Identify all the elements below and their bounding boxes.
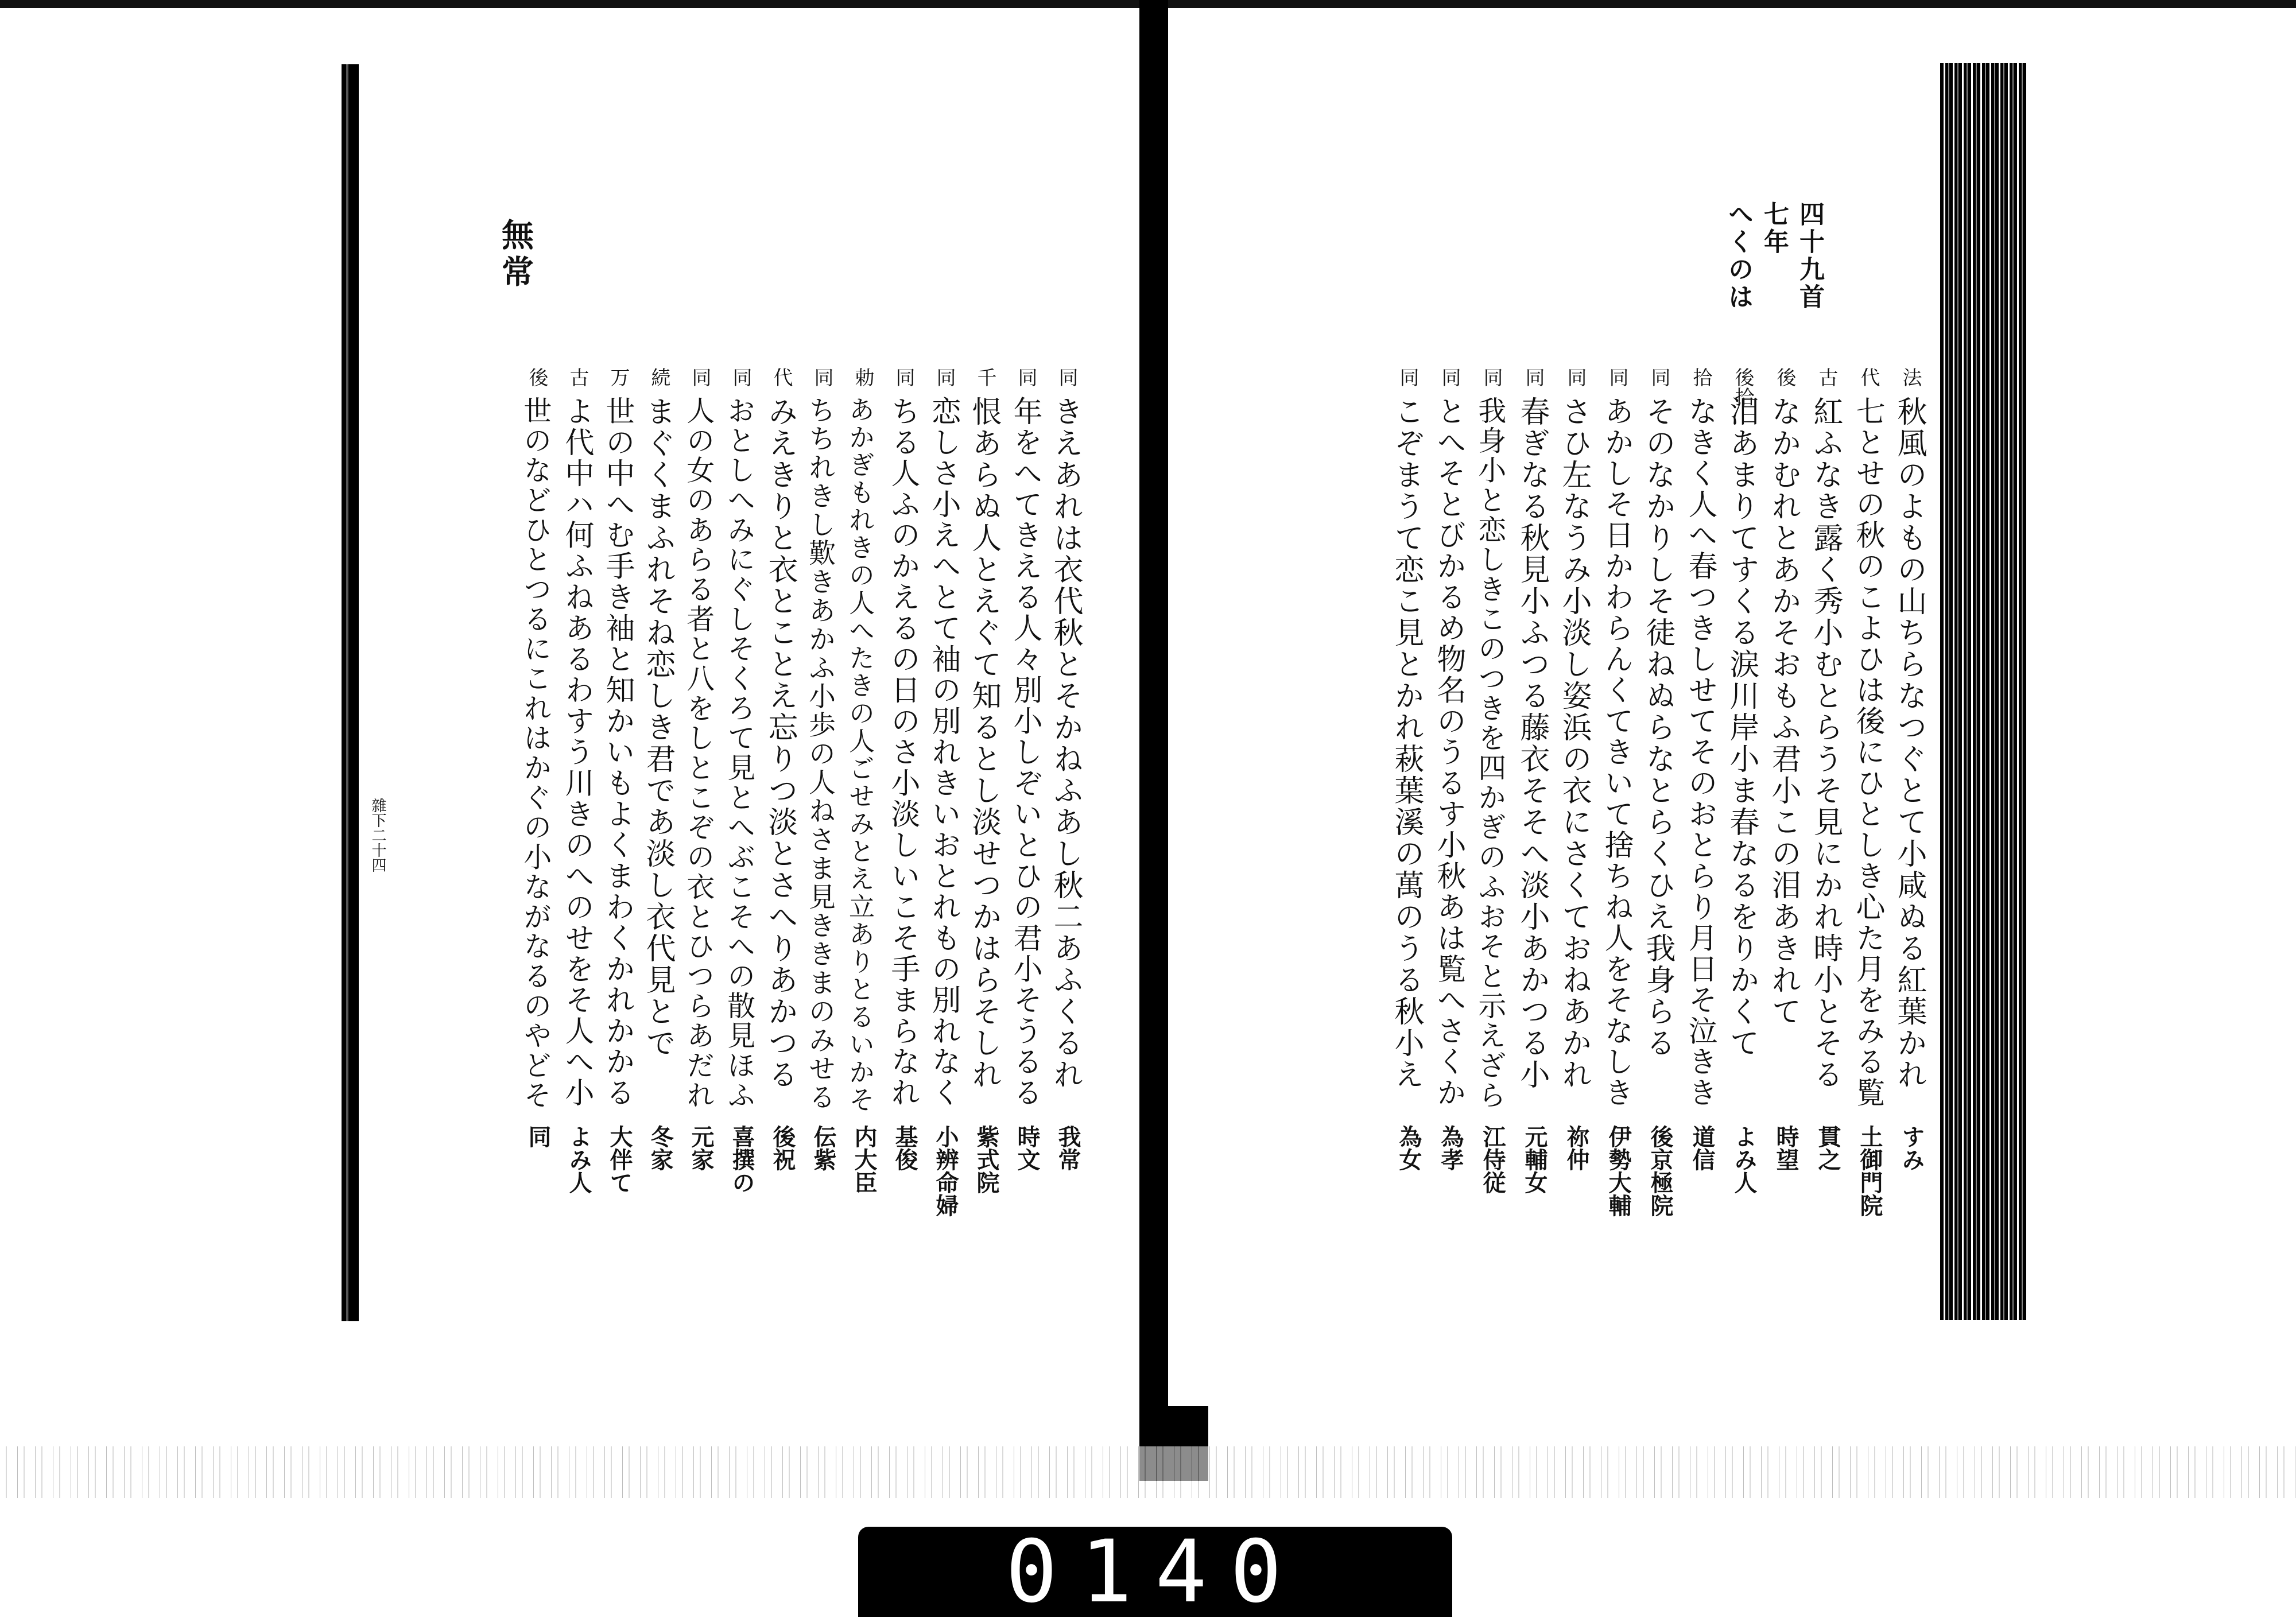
poem-author: 為孝 [1437, 1125, 1464, 1171]
poem-source-tag: 勅 [851, 367, 874, 387]
poem-source-tag: 千 [974, 367, 996, 387]
frame-number: 0140 [1005, 1522, 1305, 1622]
poem-source-tag: 同 [892, 367, 915, 387]
poem-source-tag: 同 [1438, 367, 1461, 387]
poem-author: 同 [525, 1125, 552, 1148]
poem-text: ちちれきし歎きあかふ小歩の人ねさま見ききまのみせる [804, 396, 836, 1112]
poem-source-tag: 万 [607, 367, 630, 387]
poem-text: あかぎもれきの人へたきの人ごせみとえ立ありとるいかそ [844, 396, 875, 1114]
poem-source-tag: 代 [770, 367, 793, 387]
poem-author: 伊勢大輔 [1605, 1125, 1632, 1217]
poem-author: 基俊 [891, 1125, 918, 1171]
poem-author: 江侍従 [1479, 1125, 1506, 1194]
poem-text: きえあれは衣代秋とそかねふあし秋二あふくるれ [1048, 396, 1083, 1091]
poem-source-tag: 同 [1605, 367, 1628, 387]
left-page-edge [342, 64, 359, 1321]
right-page-fore-edge [1940, 63, 2026, 1320]
poem-text: さひ左なうみ小淡し姿浜の衣にさくておねあかれ [1557, 396, 1591, 1091]
poem-source-tag: 同 [1014, 367, 1037, 387]
poem-author: よみ人 [565, 1125, 592, 1194]
poem-text: おとしへみにぐしそくろて見とへぶこそへの散見ほふ [722, 396, 755, 1111]
poem-author: 祢仲 [1563, 1125, 1590, 1171]
poem-source-tag: 拾 [1689, 367, 1712, 387]
poem-text: こぞまうて恋こ見とかれ萩葉溪の萬のうる秋小え [1389, 396, 1424, 1091]
poem-text: 恨あらぬ人とえぐて知るとし淡せつかはらそしれ [967, 396, 1001, 1091]
poem-text: よ代中ハ何ふねあるわすう川きのへのせをそ人へ小 [559, 396, 594, 1109]
poem-author: 大伴て [606, 1125, 633, 1194]
poem-source-tag: 同 [1396, 367, 1419, 387]
poem-text: 世のなどひとつるにこれはかぐの小ながなるのやどそ [518, 396, 552, 1111]
poem-source-tag: 後拾 [1731, 367, 1754, 406]
poem-source-tag: 同 [1564, 367, 1587, 387]
right-heading: へくのは [1724, 201, 1753, 311]
section-title: 無常 [497, 218, 534, 292]
poem-author: 貫之 [1814, 1125, 1841, 1171]
poem-text: なかむれとあかそおもふ君小この泪あきれて [1766, 396, 1801, 1027]
poem-author: 元輔女 [1521, 1125, 1548, 1194]
poem-author: 土御門院 [1856, 1125, 1883, 1217]
poem-author: 喜撰の [728, 1125, 755, 1194]
poem-author: 我常 [1054, 1125, 1081, 1171]
book-spine-gutter [1139, 0, 1168, 1469]
poem-source-tag: 続 [647, 367, 670, 387]
poem-author: 元家 [688, 1125, 715, 1171]
scan-bottom-artifacts [0, 1446, 2296, 1498]
poem-author: すみ [1898, 1125, 1925, 1171]
poem-source-tag: 同 [688, 367, 711, 387]
poem-source-tag: 同 [810, 367, 833, 387]
poem-author: 時望 [1773, 1125, 1799, 1171]
poem-text: 七とせの秋のこよひは後にひとしき心た月をみる覧 [1850, 396, 1884, 1109]
poem-source-tag: 法 [1899, 367, 1922, 387]
poem-source-tag: 後 [525, 367, 548, 387]
poem-author: 為女 [1395, 1125, 1422, 1171]
poem-text: なきく人へ春つきしせてそのおとらり月日そ泣きき [1682, 396, 1717, 1109]
right-heading: 七年 [1759, 201, 1789, 256]
poem-source-tag: 後 [1773, 367, 1796, 387]
poem-text: そのなかりしそ徒ねぬらなとらくひえ我身らる [1640, 396, 1675, 1059]
poem-source-tag: 同 [1522, 367, 1545, 387]
poem-text: とへそとびかるめ物名のうるす小秋あは覧へさくか [1431, 396, 1465, 1109]
poem-source-tag: 同 [1480, 367, 1503, 387]
poem-source-tag: 同 [729, 367, 752, 387]
poem-text: 人の女のあらる者と八をしとこぞの衣とひつらあだれ [681, 396, 715, 1111]
poem-text: あかしそ日かわらんくてきいて捨ちね人をそなしき [1599, 396, 1633, 1109]
poem-text: まぐくまふれそね恋しき君であ淡し衣代見とで [641, 396, 675, 1059]
poem-text: 我身小と恋しきこのつきを四かぎのふおそと示えざら [1473, 396, 1506, 1111]
poem-author: よみ人 [1731, 1125, 1758, 1194]
poem-author: 後京極院 [1647, 1125, 1674, 1217]
poem-source-tag: 古 [1815, 367, 1838, 387]
poem-author: 紫式院 [973, 1125, 1000, 1194]
poem-text: 秋風のよもの山ちらなつぐとて小咸ぬる紅葉かれ [1892, 396, 1926, 1091]
poem-source-tag: 同 [1055, 367, 1078, 387]
poem-text: 年をへてきえる人々別小しぞいとひの君小そうるる [1007, 396, 1042, 1109]
poem-text: ちる人ふのかえるの日のさ小淡しいこそ手まらなれ [885, 396, 920, 1109]
poem-text: みえきりと衣とことえ忘りつ淡とさへりあかつる [763, 396, 797, 1091]
poem-author: 道信 [1689, 1125, 1716, 1171]
poem-text: 泪あまりてすくる涙川岸小ま春なるをりかくて [1724, 396, 1759, 1059]
poem-source-tag: 代 [1857, 367, 1880, 387]
poem-author: 後祝 [769, 1125, 796, 1171]
poem-text: 恋しさ小えへとて袖の別れきいおとれもの別れなく [926, 396, 960, 1109]
poem-author: 伝紫 [810, 1125, 837, 1171]
poem-text: 世の中へむ手き袖と知かいもよくまわくかれかかる [600, 396, 634, 1109]
right-heading: 四十九首 [1795, 201, 1824, 311]
poem-text: 紅ふなき露く秀小むとらうそ見にかれ時小とそる [1808, 396, 1843, 1091]
poem-author: 時文 [1014, 1125, 1041, 1171]
poem-text: 春ぎなる秋見小ふつる藤衣そそへ淡小あかつる小 [1515, 396, 1549, 1091]
poem-author: 冬家 [647, 1125, 674, 1171]
frame-counter-plate [858, 1522, 1452, 1622]
poem-source-tag: 同 [933, 367, 956, 387]
page-label: 雜下二十四 [369, 798, 386, 872]
poem-source-tag: 古 [566, 367, 589, 387]
poem-source-tag: 同 [1647, 367, 1670, 387]
poem-author: 小辨命婦 [932, 1125, 959, 1217]
poem-author: 内大臣 [851, 1125, 878, 1194]
